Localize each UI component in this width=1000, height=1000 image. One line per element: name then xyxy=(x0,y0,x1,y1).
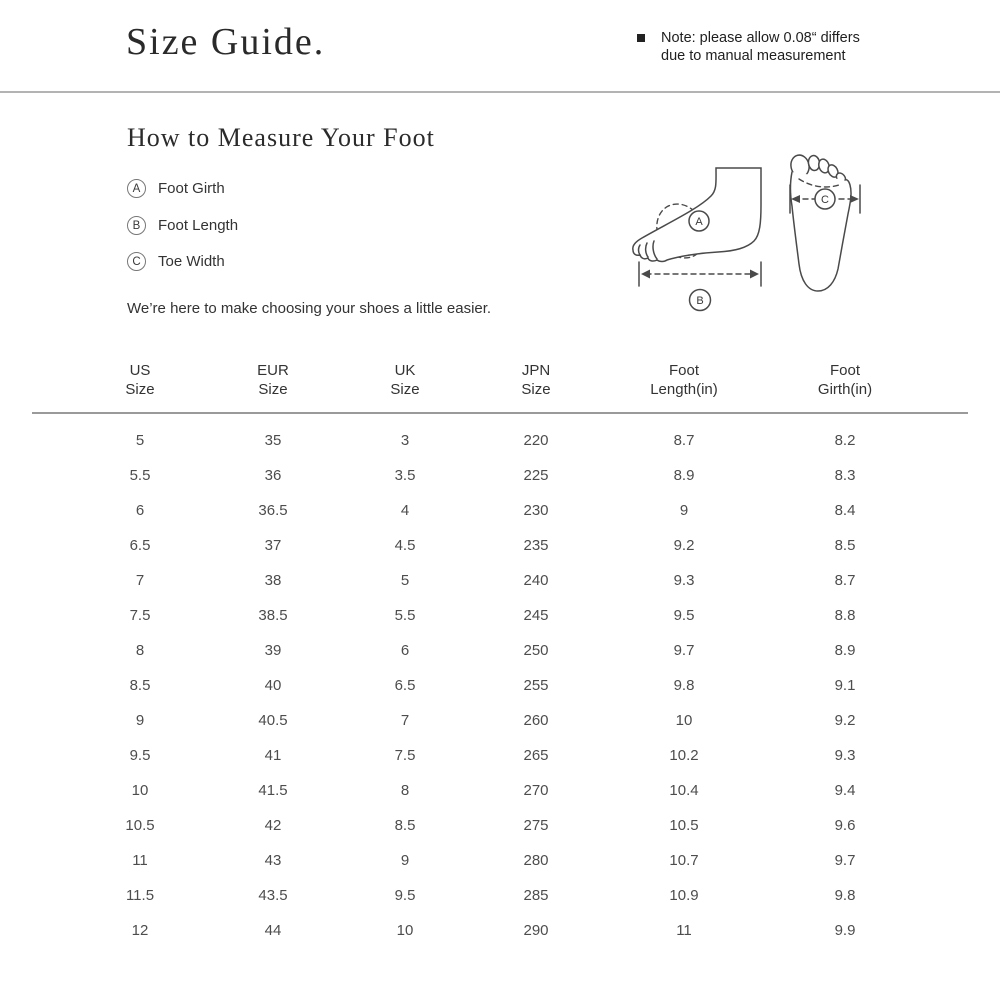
table-cell: 38 xyxy=(264,572,282,589)
table-cell: 11.5 xyxy=(125,887,155,904)
table-cell: 43.5 xyxy=(258,887,288,904)
table-cell: 6 xyxy=(135,502,145,519)
table-row xyxy=(32,808,968,843)
table-row xyxy=(32,493,968,528)
table-cell: 8 xyxy=(135,642,145,659)
table-row xyxy=(32,773,968,808)
table-cell: 9.8 xyxy=(834,887,856,904)
table-cell: 9.5 xyxy=(673,607,695,624)
circle-a-icon: A xyxy=(127,179,146,198)
table-cell: 9.7 xyxy=(834,852,856,869)
table-cell: 260 xyxy=(523,712,549,729)
table-cell: 8.9 xyxy=(834,642,856,659)
arrowhead-right xyxy=(750,270,759,279)
table-cell: 9.1 xyxy=(834,677,856,694)
table-cell: 7.5 xyxy=(129,607,151,624)
table-cell: 9.2 xyxy=(673,537,695,554)
legend-label: Foot Girth xyxy=(158,180,225,197)
table-cell: 11 xyxy=(676,922,692,939)
table-cell: 285 xyxy=(523,887,549,904)
note-line-2: due to manual measurement xyxy=(661,48,846,64)
table-cell: 240 xyxy=(523,572,549,589)
table-cell: 10.5 xyxy=(669,817,699,834)
table-row xyxy=(32,913,968,948)
page-title: Size Guide. xyxy=(126,21,326,63)
table-cell: 8.9 xyxy=(673,467,695,484)
table-cell: 9.5 xyxy=(394,887,416,904)
table-cell: 39 xyxy=(264,642,282,659)
intro-text: We’re here to make choosing your shoes a little easier. xyxy=(127,300,492,317)
table-cell: 42 xyxy=(264,817,282,834)
table-row xyxy=(32,458,968,493)
arrowhead-right xyxy=(850,195,859,203)
table-cell: 265 xyxy=(523,747,549,764)
table-row xyxy=(32,738,968,773)
table-cell: 7.5 xyxy=(394,747,416,764)
table-cell: 9.4 xyxy=(834,782,856,799)
table-cell: 35 xyxy=(264,432,282,449)
table-cell: 9.2 xyxy=(834,712,856,729)
table-row xyxy=(32,843,968,878)
circle-c-icon: C xyxy=(127,252,146,271)
col-header-eur-size: EUR Size xyxy=(257,362,289,398)
table-cell: 235 xyxy=(523,537,549,554)
table-cell: 6.5 xyxy=(394,677,416,694)
table-header-row xyxy=(32,355,968,399)
col-header-uk-size: UK Size xyxy=(390,362,420,398)
header-divider xyxy=(0,91,1000,93)
section-heading: How to Measure Your Foot xyxy=(127,123,435,152)
table-cell: 275 xyxy=(523,817,549,834)
table-cell: 10 xyxy=(675,712,693,729)
table-cell: 8 xyxy=(400,782,410,799)
table-cell: 9 xyxy=(135,712,145,729)
table-cell: 8.2 xyxy=(834,432,856,449)
table-cell: 8.4 xyxy=(834,502,856,519)
table-cell: 245 xyxy=(523,607,549,624)
table-cell: 41 xyxy=(264,747,282,764)
table-row xyxy=(32,423,968,458)
legend-item-toe-width xyxy=(127,252,225,271)
table-cell: 10.4 xyxy=(669,782,699,799)
table-cell: 36.5 xyxy=(258,502,288,519)
table-cell: 9.6 xyxy=(834,817,856,834)
table-cell: 225 xyxy=(523,467,549,484)
table-cell: 8.5 xyxy=(129,677,151,694)
table-row xyxy=(32,703,968,738)
table-cell: 8.5 xyxy=(394,817,416,834)
table-cell: 5 xyxy=(135,432,145,449)
table-cell: 4.5 xyxy=(394,537,416,554)
table-cell: 37 xyxy=(264,537,282,554)
table-cell: 10 xyxy=(131,782,149,799)
table-cell: 3.5 xyxy=(394,467,416,484)
table-cell: 10.5 xyxy=(125,817,155,834)
legend-label: Toe Width xyxy=(158,253,225,270)
table-row xyxy=(32,878,968,913)
table-cell: 220 xyxy=(523,432,549,449)
table-cell: 290 xyxy=(523,922,549,939)
table-cell: 250 xyxy=(523,642,549,659)
table-cell: 5 xyxy=(400,572,410,589)
table-row xyxy=(32,528,968,563)
table-cell: 10.7 xyxy=(669,852,699,869)
legend-label: Foot Length xyxy=(158,217,239,234)
table-cell: 43 xyxy=(264,852,282,869)
table-cell: 6 xyxy=(400,642,410,659)
table-cell: 44 xyxy=(264,922,282,939)
table-cell: 280 xyxy=(523,852,549,869)
table-cell: 36 xyxy=(264,467,282,484)
table-cell: 40.5 xyxy=(258,712,288,729)
table-cell: 8.7 xyxy=(673,432,695,449)
foot-side-view-diagram xyxy=(620,150,778,315)
label-b: B xyxy=(696,295,704,307)
note-text xyxy=(661,29,860,65)
table-cell: 9.9 xyxy=(834,922,856,939)
table-cell: 5.5 xyxy=(394,607,416,624)
table-cell: 230 xyxy=(523,502,549,519)
table-cell: 3 xyxy=(400,432,410,449)
table-cell: 9.5 xyxy=(129,747,151,764)
legend-item-foot-girth xyxy=(127,179,225,198)
table-cell: 5.5 xyxy=(129,467,151,484)
table-cell: 255 xyxy=(523,677,549,694)
table-cell: 8.8 xyxy=(834,607,856,624)
size-table xyxy=(32,355,968,948)
arrowhead-left xyxy=(641,270,650,279)
col-header-jpn-size: JPN Size xyxy=(521,362,551,398)
legend-item-foot-length xyxy=(127,216,238,235)
table-row xyxy=(32,598,968,633)
table-cell: 7 xyxy=(400,712,410,729)
table-cell: 10.9 xyxy=(669,887,699,904)
table-cell: 8.3 xyxy=(834,467,856,484)
table-row xyxy=(32,563,968,598)
table-cell: 8.5 xyxy=(834,537,856,554)
note-line-1: Note: please allow 0.08“ differs xyxy=(661,30,860,46)
table-row xyxy=(32,668,968,703)
table-row xyxy=(32,633,968,668)
table-cell: 9 xyxy=(400,852,410,869)
table-cell: 4 xyxy=(400,502,410,519)
table-cell: 9.8 xyxy=(673,677,695,694)
table-cell: 9.3 xyxy=(834,747,856,764)
circle-b-icon: B xyxy=(127,216,146,235)
table-cell: 7 xyxy=(135,572,145,589)
table-cell: 9 xyxy=(679,502,689,519)
table-cell: 10.2 xyxy=(669,747,699,764)
table-cell: 270 xyxy=(523,782,549,799)
table-cell: 6.5 xyxy=(129,537,151,554)
table-cell: 38.5 xyxy=(258,607,288,624)
table-cell: 41.5 xyxy=(258,782,288,799)
label-c: C xyxy=(821,194,829,206)
table-cell: 40 xyxy=(264,677,282,694)
table-cell: 12 xyxy=(131,922,149,939)
table-cell: 9.3 xyxy=(673,572,695,589)
table-cell: 10 xyxy=(396,922,414,939)
square-bullet-icon xyxy=(637,34,645,42)
label-a: A xyxy=(695,216,703,228)
measurement-note xyxy=(637,29,887,65)
col-header-foot-length: Foot Length(in) xyxy=(650,362,718,398)
table-cell: 8.7 xyxy=(834,572,856,589)
col-header-foot-girth: Foot Girth(in) xyxy=(817,362,873,398)
table-cell: 9.7 xyxy=(673,642,695,659)
table-body xyxy=(32,414,968,948)
foot-sole-view-diagram xyxy=(785,152,869,298)
col-header-us-size: US Size xyxy=(125,362,155,398)
table-cell: 11 xyxy=(132,852,148,869)
